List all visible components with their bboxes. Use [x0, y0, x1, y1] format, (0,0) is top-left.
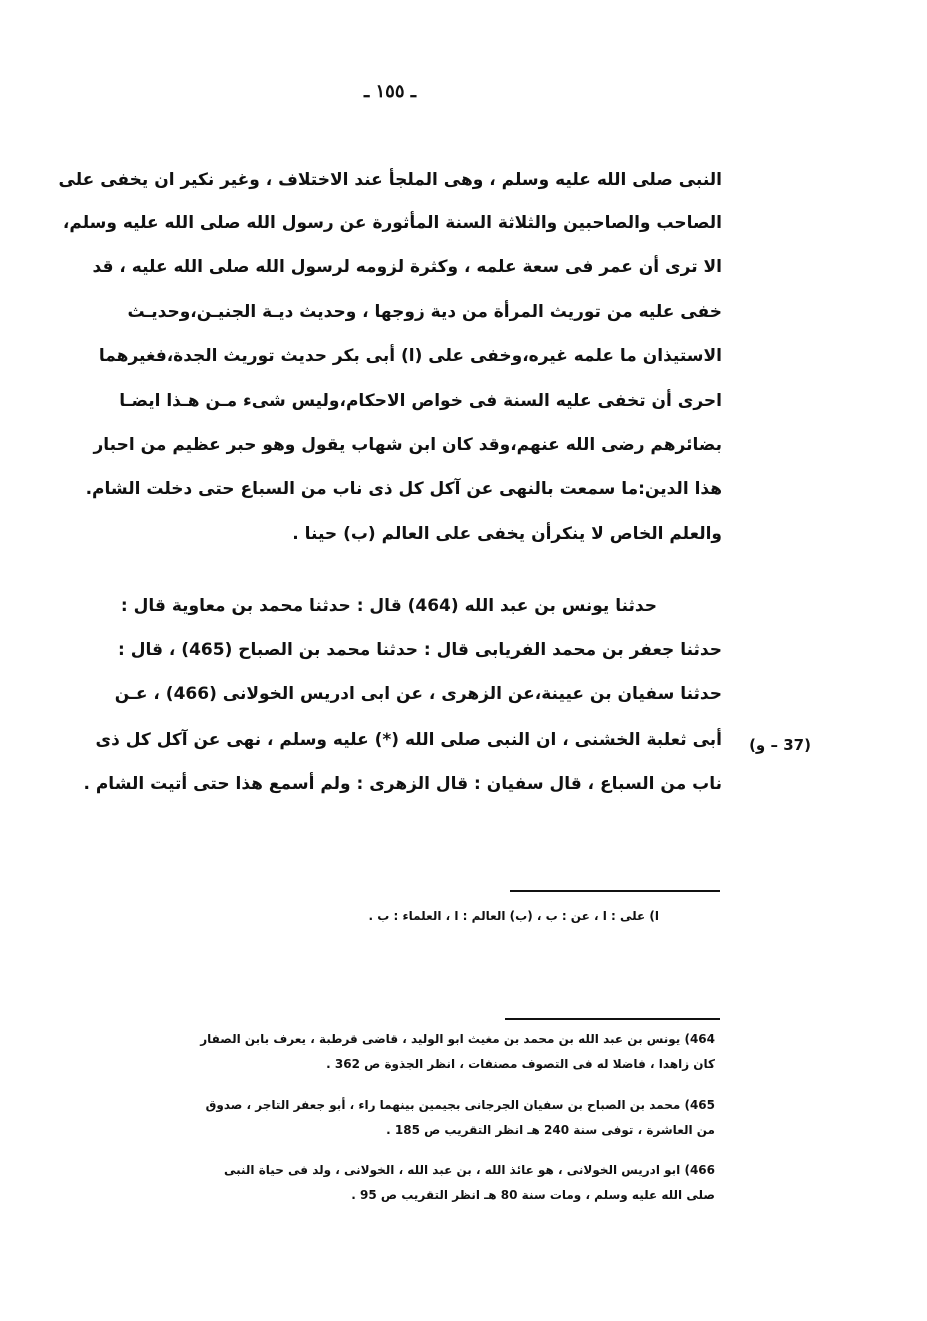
footnote-465-line: 465) محمد بن الصباح بن سفيان الجرجانى بجيمين بينهما راء ، أبو جعفر التاجر ، صدوق [205, 1098, 715, 1112]
body-line: والعلم الخاص لا ينكرأن يخفى على العالم (ب) حينا . [292, 524, 722, 544]
body-line: احرى أن تخفى عليه السنة فى خواص الاحكام،وليس شىء مـن هـذا ايضـا [119, 391, 722, 411]
body-line: بضائرهم رضى الله عنهم،وقد كان ابن شهاب يقول وهو حبر عظيم من احبار [93, 435, 722, 455]
variant-note-rule [510, 890, 720, 892]
body-line: الصاحب والصاحبين والثلاثة السنة المأثورة عن رسول الله صلى الله عليه وسلم، [62, 213, 722, 233]
manuscript-folio-reference: (37 – و) [749, 736, 811, 754]
body-line: هذا الدين:ما سمعت بالنهى عن آكل كل ذى ناب من السباع حتى دخلت الشام. [85, 479, 722, 499]
footnote-465-line: من العاشرة ، توفى سنة 240 هـ انظر التقريب ص 185 . [386, 1123, 715, 1137]
variant-note: ا) على : ا ، عن : ب ، (ب) العالم : ا ، العلماء : ب . [368, 909, 659, 923]
footnote-464-line: 464) يونس بن عبد الله بن محمد بن مغيث ابو الوليد ، قاضى قرطبة ، يعرف بابن الصفار [200, 1032, 715, 1046]
page-number: ـ ١٥٥ ـ [363, 81, 417, 102]
hadith-line: حدثنا يونس بن عبد الله (464) قال : حدثنا محمد بن معاوية قال : [120, 596, 657, 616]
body-line: خفى عليه من توريث المرأة من دية زوجها ، وحديث ديـة الجنيـن،وحديـث [127, 302, 722, 322]
footnote-466-line: صلى الله عليه وسلم ، ومات سنة 80 هـ انظر التقريب ص 95 . [351, 1188, 715, 1202]
hadith-line: حدثنا سفيان بن عيينة،عن الزهرى ، عن ابى ادريس الخولانى (466) ، عـن [114, 684, 722, 704]
hadith-line: حدثنا جعفر بن محمد الفريابى قال : حدثنا محمد بن الصباح (465) ، قال : [118, 640, 722, 660]
footnote-466-line: 466) ابو ادريس الخولانى ، هو عائذ الله ، بن عبد الله ، الخولانى ، ولد فى حياة النبى [223, 1163, 715, 1177]
body-line: النبى صلى الله عليه وسلم ، وهى الملجأ عند الاختلاف ، وغير نكير ان يخفى على [58, 170, 722, 190]
footnotes-rule [505, 1018, 720, 1020]
hadith-line: أبى ثعلبة الخشنى ، ان النبى صلى الله (*) عليه وسلم ، نهى عن آكل كل ذى [95, 730, 722, 750]
body-line: الا ترى أن عمر فى سعة علمه ، وكثرة لزومه لرسول الله صلى الله عليه ، قد [92, 257, 722, 277]
body-line: الاستيذان ما علمه غيره،وخفى على (ا) أبى بكر حديث توريث الجدة،فغيرهما [98, 346, 722, 366]
hadith-line: ناب من السباع ، قال سفيان : قال الزهرى : ولم أسمع هذا حتى أتيت الشام . [83, 774, 722, 794]
footnote-464-line: كان زاهدا ، فاضلا له فى التصوف مصنفات ، انظر الجذوة ص 362 . [326, 1057, 715, 1071]
